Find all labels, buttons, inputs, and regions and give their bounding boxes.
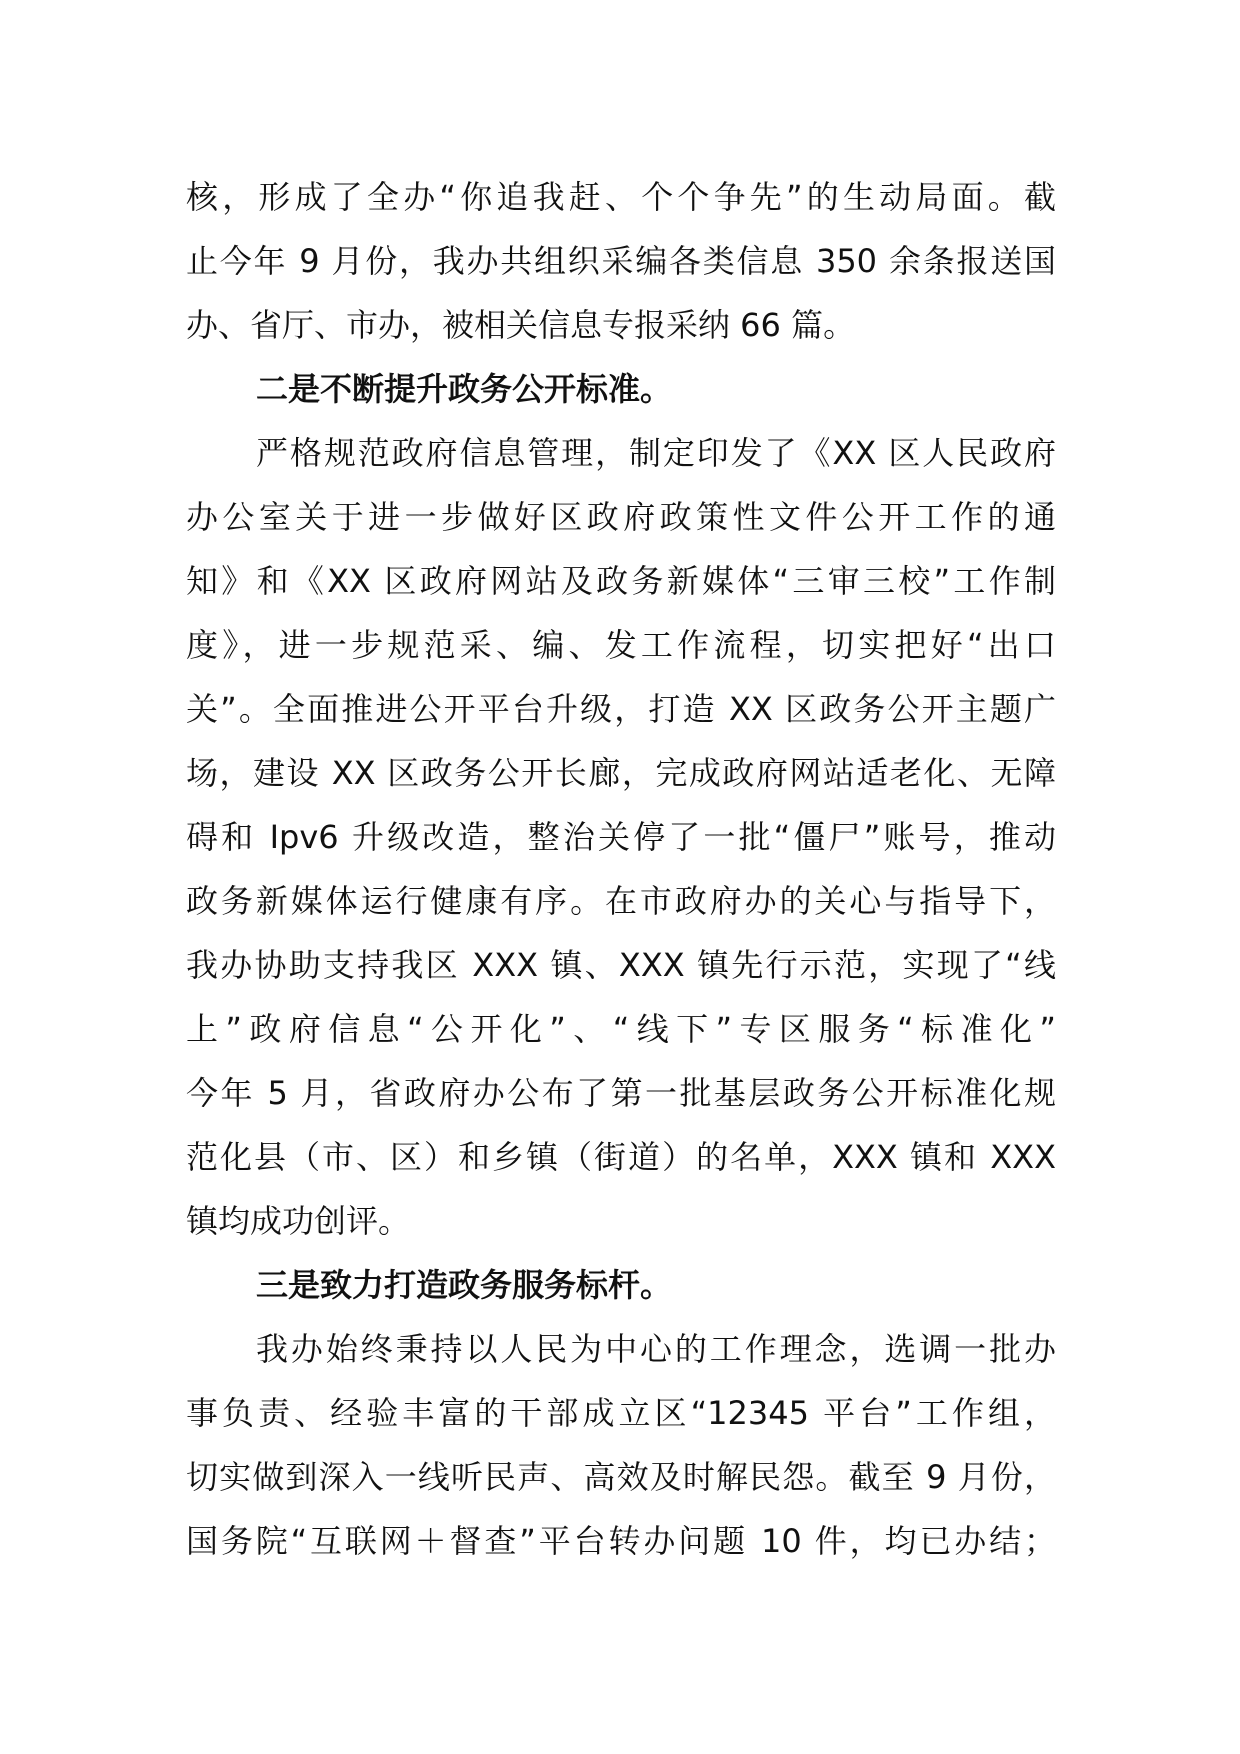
- body-line: 范化县（市、区）和乡镇（街道）的名单，XXX 镇和 XXX: [186, 1138, 1056, 1176]
- body-line: 度》，进一步规范采、编、发工作流程，切实把好“出口: [186, 626, 1056, 664]
- document-body: [186, 165, 1056, 1573]
- body-line: 办公室关于进一步做好区政府政策性文件公开工作的通: [186, 498, 1056, 536]
- body-line: 镇均成功创评。: [186, 1202, 411, 1240]
- body-line: 政务新媒体运行健康有序。在市政府办的关心与指导下，: [186, 882, 1056, 920]
- body-line: 知》和《XX 区政府网站及政务新媒体“三审三校”工作制: [186, 562, 1056, 600]
- body-line: 事负责、经验丰富的干部成立区“12345 平台”工作组，: [186, 1394, 1056, 1432]
- body-line: 止今年 9 月份，我办共组织采编各类信息 350 余条报送国: [186, 242, 1056, 280]
- body-line: 办、省厅、市办，被相关信息专报采纳 66 篇。: [186, 306, 856, 344]
- paragraph-first-line: 严格规范政府信息管理，制定印发了《XX 区人民政府: [256, 434, 1056, 472]
- body-line: 今年 5 月，省政府办公布了第一批基层政务公开标准化规: [186, 1074, 1056, 1112]
- body-line: 场，建设 XX 区政务公开长廊，完成政府网站适老化、无障: [186, 754, 1056, 792]
- body-line: 核，形成了全办“你追我赶、个个争先”的生动局面。截: [186, 178, 1056, 216]
- body-line: 切实做到深入一线听民声、高效及时解民怨。截至 9 月份，: [186, 1458, 1056, 1496]
- body-line: 关”。全面推进公开平台升级，打造 XX 区政务公开主题广: [186, 690, 1056, 728]
- body-line: 上”政府信息“公开化”、“线下”专区服务“标准化”: [186, 1010, 1056, 1048]
- body-line: 我办协助支持我区 XXX 镇、XXX 镇先行示范，实现了“线: [186, 946, 1056, 984]
- section-heading: 二是不断提升政务公开标准。: [256, 370, 673, 408]
- body-line: 碍和 Ipv6 升级改造，整治关停了一批“僵尸”账号，推动: [186, 818, 1056, 856]
- body-line: 国务院“互联网＋督查”平台转办问题 10 件，均已办结；: [186, 1522, 1056, 1560]
- section-heading: 三是致力打造政务服务标杆。: [256, 1266, 673, 1304]
- paragraph-first-line: 我办始终秉持以人民为中心的工作理念，选调一批办: [256, 1330, 1056, 1368]
